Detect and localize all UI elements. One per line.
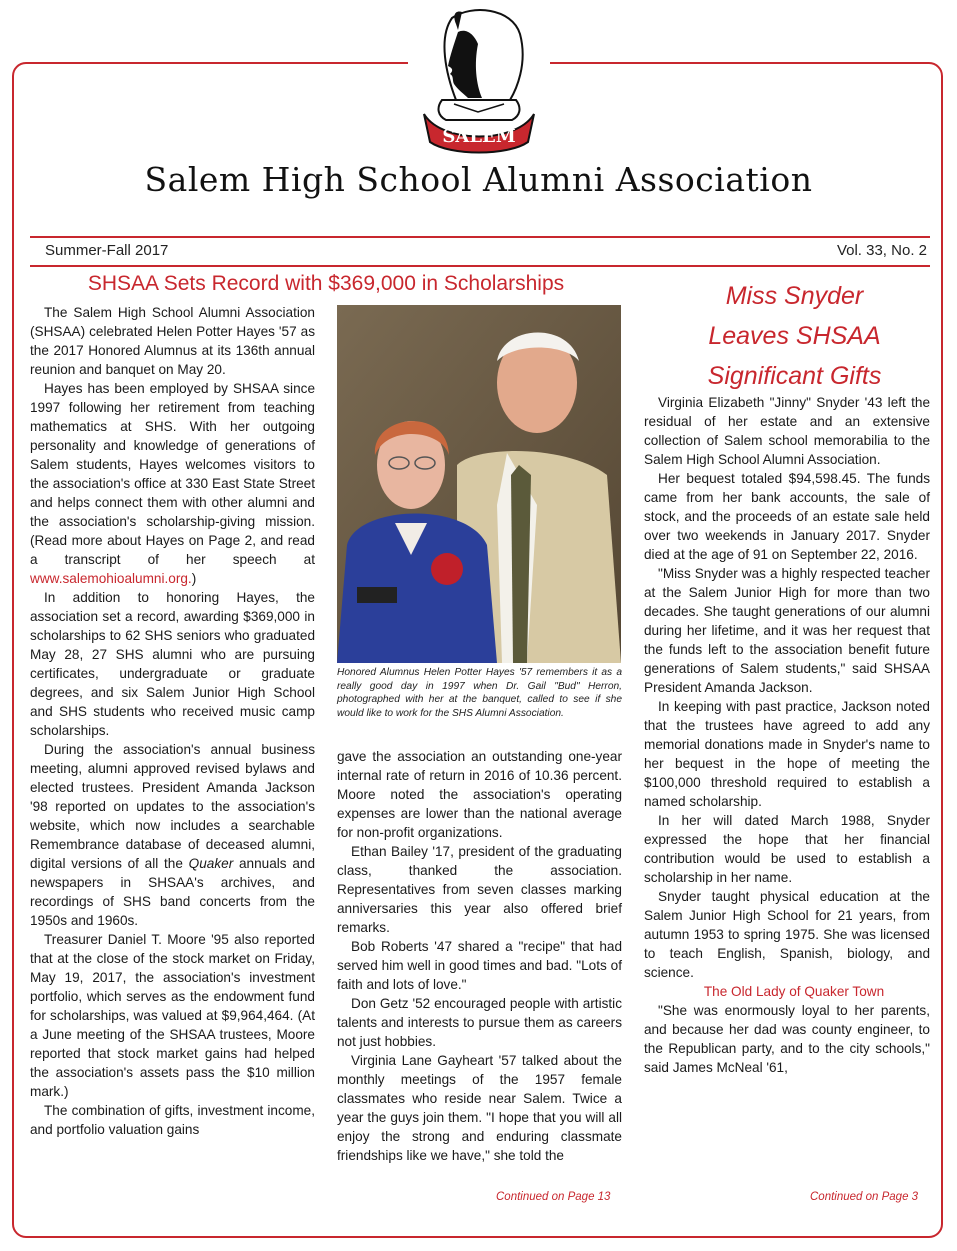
paragraph: "Miss Snyder was a highly respected teacher at the Salem Junior High for more than two decades. She taught generations of our alumni during her lifetime, and it was her request that the funds left to the association benefit future generations of Salem students," said SHSAA President Amanda Jackson. xyxy=(644,566,930,695)
honoree-photo xyxy=(337,305,621,663)
volume-number: Vol. 33, No. 2 xyxy=(836,242,927,259)
paragraph: Treasurer Daniel T. Moore '95 also reported that at the close of the stock market on Friday, May 19, 2017, the association's investment portfolio, which serves as the endowment fund for scholarships, was valued at $9,964,464. (At a June meeting of the SHSAA trustees, Moore reported that stock market gains had helped the association's assets pass the $10 million mark.) xyxy=(30,932,315,1099)
paragraph: The Salem High School Alumni Association (SHSAA) celebrated Helen Potter Hayes '57 as the 2017 Honored Alumnus at its 136th annual reunion and banquet on May 20. xyxy=(30,305,315,377)
paragraph: Snyder taught physical education at the Salem Junior High School for 21 years, from autumn 1953 to spring 1975. She was licensed to teach English, Spanish, biology, and science. xyxy=(644,889,930,980)
masthead-rule-bottom xyxy=(30,265,930,267)
paragraph: Virginia Lane Gayheart '57 talked about the monthly meetings of the 1957 female classmates who reside near Salem. Twice a year the guys join them. "I hope that you will all enjoy the strong and enduring classmate friendships like we have," she told the xyxy=(337,1053,622,1163)
paragraph: Her bequest totaled $94,598.45. The funds came from her bank accounts, the sale of stock, and the proceeds of an estate sale held over two weekends in January 2017. Snyder died at the age of 91 on September 22, 2016. xyxy=(644,471,930,562)
paragraph: In her will dated March 1988, Snyder expressed the hope that her financial contribution would be used to establish a scholarship in her name. xyxy=(644,813,930,885)
quaker-logo xyxy=(412,4,546,154)
continued-link-page-3[interactable]: Continued on Page 3 xyxy=(810,1191,919,1203)
paragraph: Bob Roberts '47 shared a "recipe" that had served him well in good times and bad. "Lots of faith and lots of love." xyxy=(337,939,622,992)
continued-link-page-13[interactable]: Continued on Page 13 xyxy=(496,1191,611,1203)
masthead-rule-top xyxy=(30,236,930,238)
issue-date: Summer-Fall 2017 xyxy=(45,242,169,259)
paragraph: "She was enormously loyal to her parents, and because her dad was county engineer, to the Republican party, and to the city schools," said James McNeal '61, xyxy=(644,1003,930,1075)
paragraph: In keeping with past practice, Jackson noted that the trustees have agreed to add any memorial donations made in Snyder's name to her bequest in the hope of meeting the $100,000 threshold required to establish a named scholarship. xyxy=(644,699,930,809)
paragraph: During the association's annual business meeting, alumni approved revised bylaws and elected trustees. President Amanda Jackson '98 reported on updates to the association's website, which now includes a searchable Remembrance database of deceased alumni, digital versions of all the Quaker annuals and newspapers in SHSAA's archives, and recordings of SHS band concerts from the 1950s and 1960s. xyxy=(30,742,316,928)
website-link[interactable]: www.salemohioalumni.org. xyxy=(30,571,192,586)
paragraph: Virginia Elizabeth "Jinny" Snyder '43 left the residual of her estate and an extensive collection of Salem school memorabilia to the Salem High School Alumni Association. xyxy=(644,395,930,467)
article-column-3 xyxy=(644,393,930,1077)
paragraph: Don Getz '52 encouraged people with artistic talents and interests to pursue them as careers not just hobbies. xyxy=(337,996,622,1049)
photo-caption: Honored Alumnus Helen Potter Hayes '57 remembers it as a really good day in 1997 when Dr. Gail "Bud" Herron, photographed with her at the banquet, called to see if she would like to work for the SHS Alumni Association. xyxy=(337,667,622,719)
article-column-2 xyxy=(337,747,622,1165)
title-line: Significant Gifts xyxy=(707,362,882,390)
paragraph: gave the association an outstanding one-year internal rate of return in 2016 of 10.36 percent. Moore noted the association's operating expenses are lower than the national average for non-profit organizations. xyxy=(337,749,622,840)
paragraph: The combination of gifts, investment income, and portfolio valuation gains xyxy=(30,1103,315,1137)
paragraph: Hayes has been employed by SHSAA since 1997 following her retirement from teaching mathematics at SHS. With her outgoing personality and knowledge of generations of Salem students, Hayes welcomes visitors to the association's office at 330 East State Street and helps connect them with other alumni and the association's scholarship-giving mission. (Read more about Hayes on Page 2, and read a transcript of her speech at www.salemohioalumni.org.) xyxy=(30,381,315,586)
paragraph: Ethan Bailey '17, president of the graduating class, thanked the association. Representatives from seven classes marking anniversaries this year also offered brief remarks. xyxy=(337,844,622,935)
side-article-title xyxy=(644,276,945,396)
paragraph: In addition to honoring Hayes, the association set a record, awarding $369,000 in scholarships to 62 SHS seniors who graduated May 28, 27 SHS alumni who are pursuing certificates, undergraduate or graduate degrees, and six Salem Junior High School and SHS students who received music camp scholarships. xyxy=(30,590,315,738)
logo-text: SALEM xyxy=(442,126,516,147)
masthead-title: Salem High School Alumni Association xyxy=(144,160,813,199)
title-line: Leaves SHSAA xyxy=(708,322,881,350)
subhead: The Old Lady of Quaker Town xyxy=(703,984,885,999)
title-line: Miss Snyder xyxy=(725,282,864,310)
article-column-1 xyxy=(30,303,315,1139)
main-headline: SHSAA Sets Record with $369,000 in Scholarships xyxy=(87,272,565,295)
